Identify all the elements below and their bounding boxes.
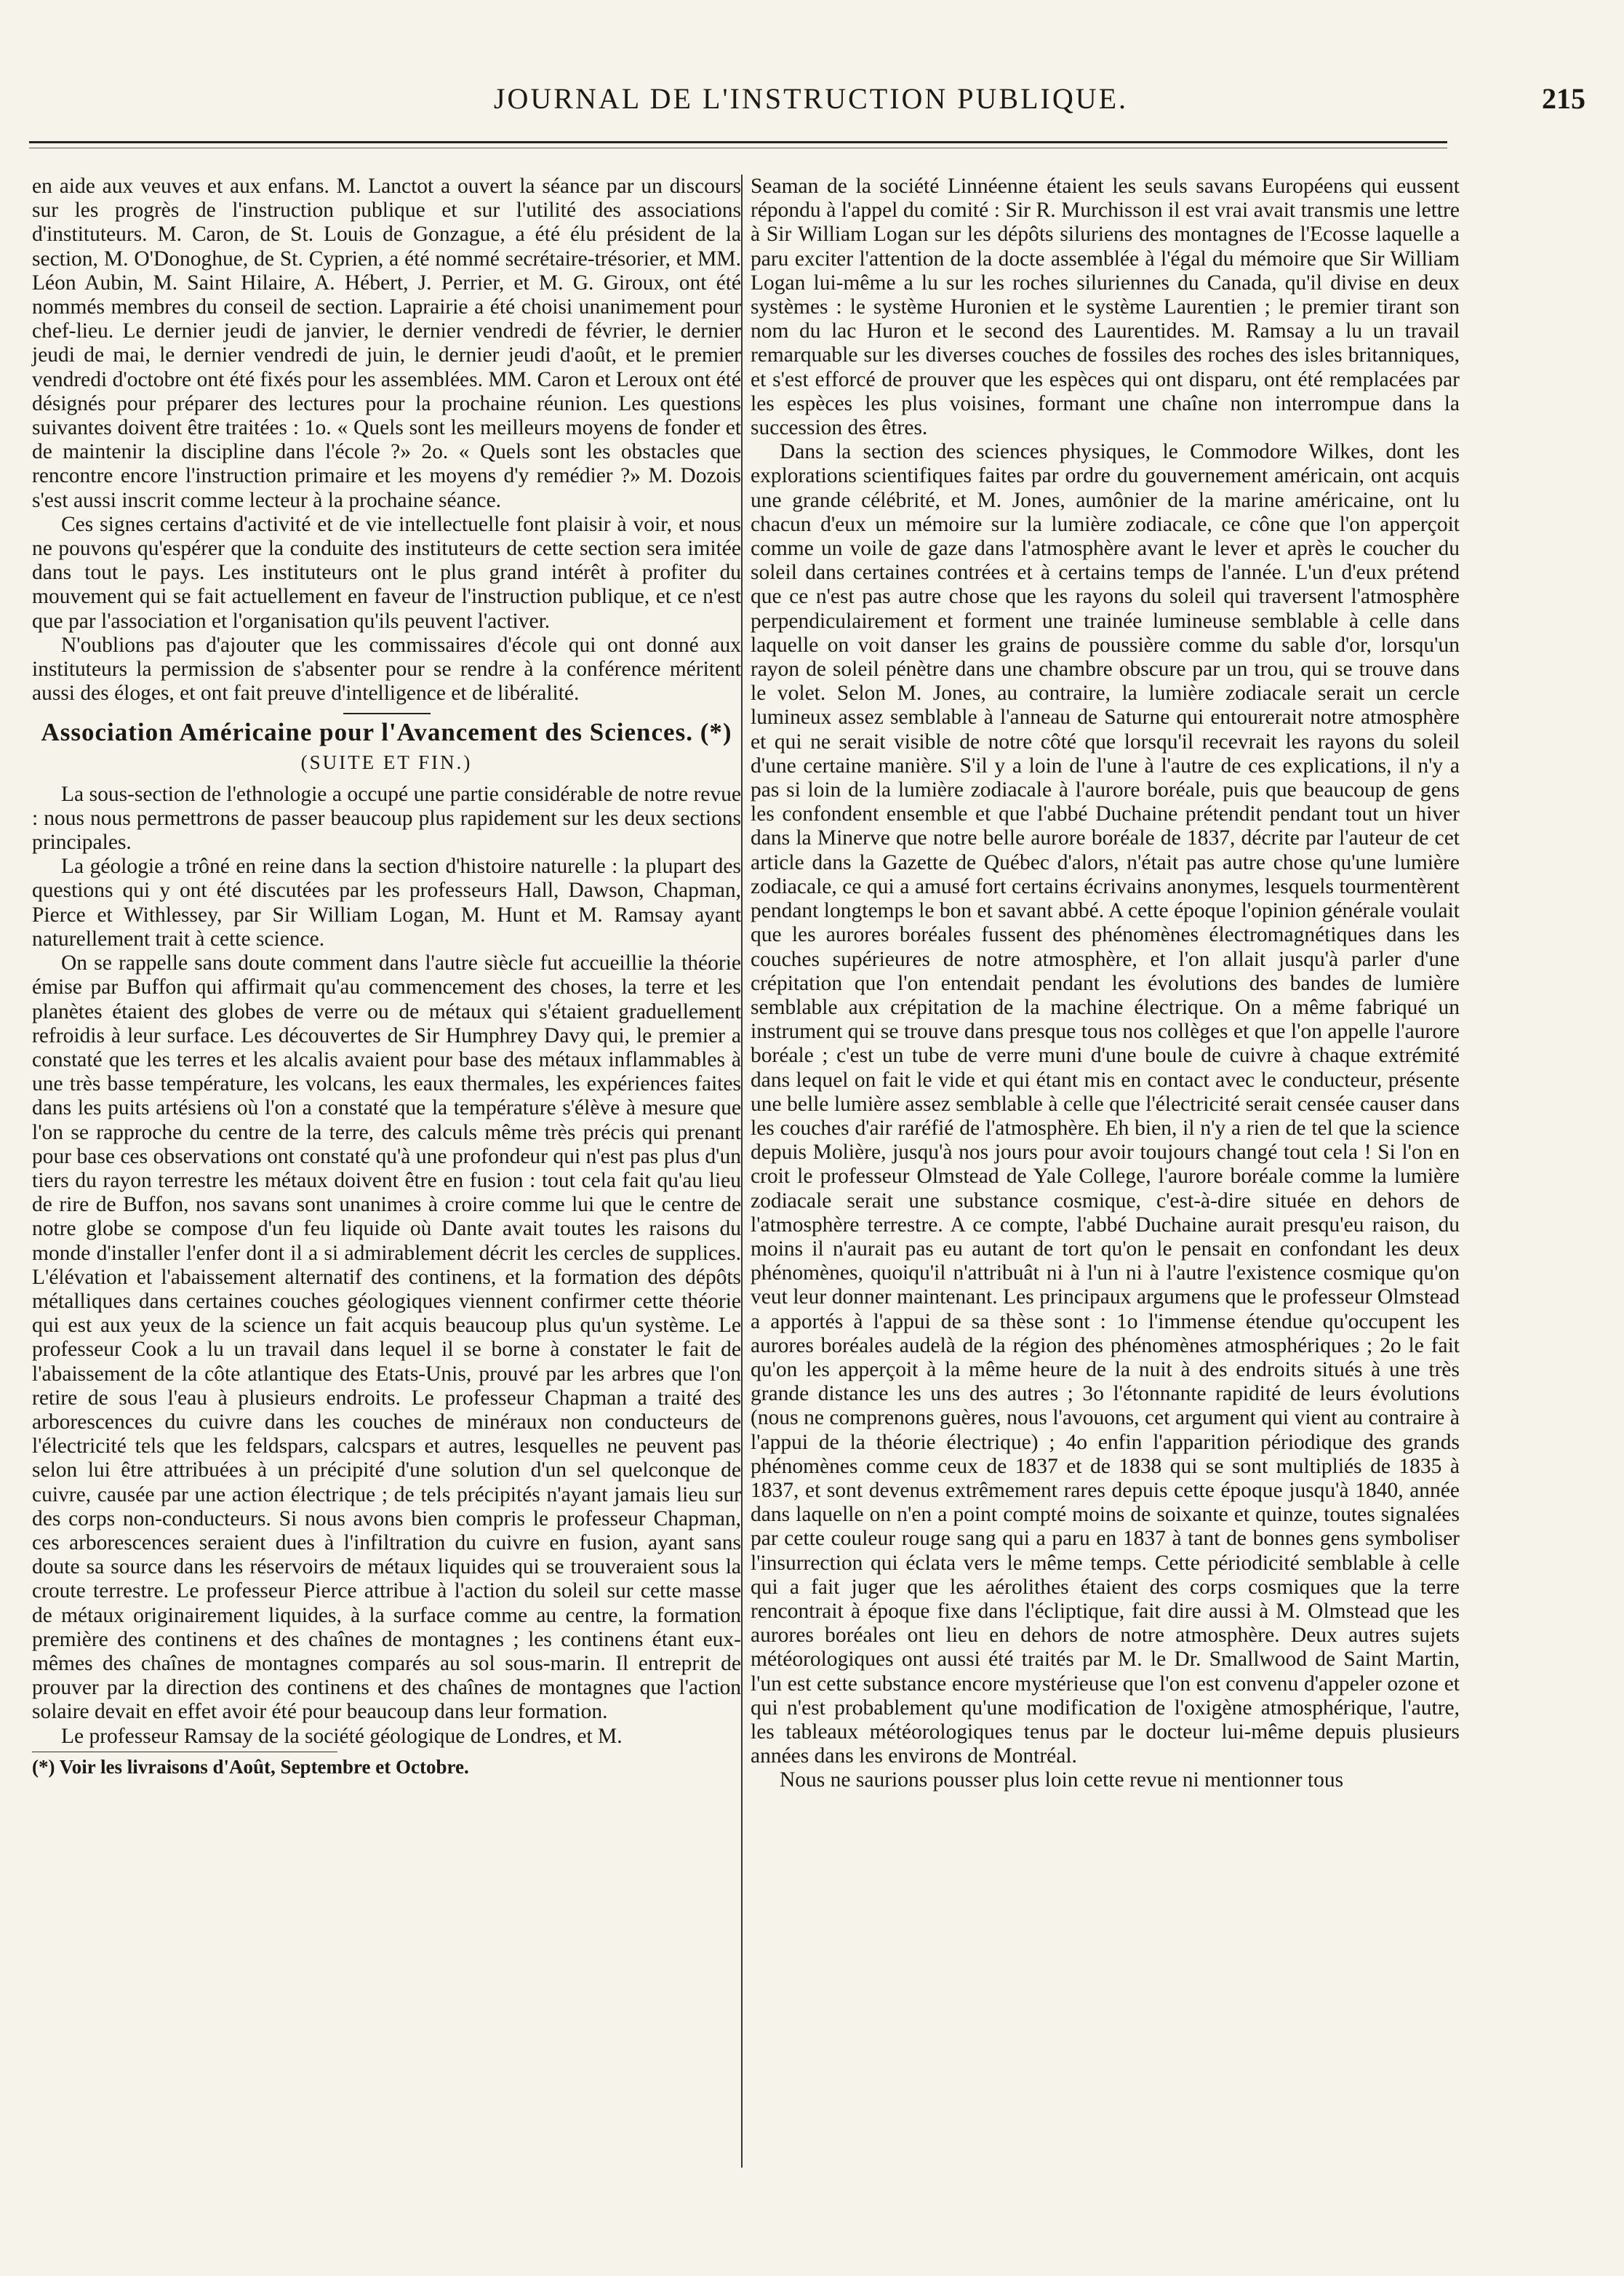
paragraph: N'oublions pas d'ajouter que les commissaires d'école qui ont donné aux instituteurs la permission de s'absenter pour se rendre à la conférence méritent aussi des éloges, et ont fait preuve d'intelligence et de libéralité. — [32, 633, 741, 706]
page-number: 215 — [1542, 82, 1585, 115]
left-column — [32, 175, 741, 1778]
article-subtitle: (SUITE ET FIN.) — [300, 751, 473, 774]
paragraph: Ces signes certains d'activité et de vie intellectuelle font plaisir à voir, et nous ne pouvons qu'espérer que la conduite des instituteurs de cette section sera imitée dans tout le pays. Les instituteurs ont le plus grand intérêt à profiter du mouvement qui se fait actuellement en faveur de l'instruction publique, et ce n'est que par l'association et l'organisation qu'ils peuvent l'activer. — [32, 512, 741, 633]
header-rule — [29, 141, 1447, 143]
paragraph: Le professeur Ramsay de la société géologique de Londres, et M. — [61, 1724, 623, 1748]
column-divider — [741, 175, 743, 2168]
paragraph: Seaman de la société Linnéenne étaient les seuls savans Européens qui eussent répondu à l'appel du comité : Sir R. Murchisson il est vrai avait transmis une lettre à Sir William Logan sur les dépôts siluriens des montagnes de l'Ecosse laquelle a paru exciter l'attention de la docte assemblée à l'égal du mémoire que Sir William Logan lui-même a lu sur les roches siluriennes du Canada, qu'il divise en deux systèmes : le système Huronien et le système Laurentien ; le premier tirant son nom du lac Huron et le second des Laurentides. M. Ramsay a lu un travail remarquable sur les diverses couches de fossiles des roches des isles britanniques, et s'est efforcé de prouver que les espèces qui ont disparu, ont été remplacées par les espèces les plus voisines, formant une chaîne non interrompue dans la succession des êtres. — [751, 175, 1460, 440]
footnote: (*) Voir les livraisons d'Août, Septembre et Octobre. — [32, 1755, 469, 1778]
section-divider — [343, 713, 431, 714]
journal-title: JOURNAL DE L'INSTRUCTION PUBLIQUE. — [493, 82, 1129, 115]
right-column — [751, 175, 1460, 1793]
paragraph: La sous-section de l'ethnologie a occupé une partie considérable de notre revue : nous nous permettrons de passer beaucoup plus rapidement sur les deux sections principales. — [32, 782, 741, 855]
running-header — [29, 81, 1593, 125]
paragraph: On se rappelle sans doute comment dans l'autre siècle fut accueillie la théorie émise par Buffon qui affirmait qu'au commencement des choses, la terre et les planètes étaient des globes de verre ou de métaux qui s'étaient graduellement refroidis à leur surface. Les découvertes de Sir Humphrey Davy qui, le premier a constaté que les terres et les alcalis avaient pour base des métaux inflammables à une très basse température, les volcans, les eaux thermales, les expériences faites dans les puits artésiens où l'on a constaté que la température s'élève à mesure que l'on se rapproche du centre de la terre, des calculs même très précis qui prenant pour base ces observations ont constaté qu'à une profondeur qui n'est pas plus d'un tiers du rayon terrestre les métaux doivent être en fusion : tout cela fait qu'au lieu de rire de Buffon, nos savans sont unanimes à croire comme lui que le centre de notre globe se compose d'un feu liquide où Dante avait toutes les raisons du monde d'installer l'enfer dont il a si admirablement décrit les cercles de supplices. L'élévation et l'abaissement alternatif des continens, et la formation des dépôts métalliques dans certaines couches géologiques viennent confirmer cette théorie qui est aux yeux de la science un fait acquis beaucoup plus qu'un système. Le professeur Cook a lu un travail dans lequel il se borne à constater le fait de l'abaissement de la côte atlantique des Etats-Unis, prouvé par les arbres que l'on retire de sous l'eau à plusieurs endroits. Le professeur Chapman a traité des arborescences du cuivre dans les couches de minéraux non conducteurs de l'électricité tels que les feldspars, calcspars et autres, lesquelles ne peuvent pas selon lui être attribuées à un précipité d'une solution d'un sel quelconque de cuivre, causée par une action électrique ; de tels précipités n'ayant jamais lieu sur des corps non-conducteurs. Si nous avons bien compris le professeur Chapman, ces arborescences seraient dues à l'infiltration du cuivre en fusion, ayant sans doute sa source dans les réservoirs de métaux liquides qui se trouveraient sous la croute terrestre. Le professeur Pierce attribue à l'action du soleil sur cette masse de métaux originairement liquides, à la surface comme au centre, la formation première des continens et des chaînes de montagnes ; les continens étant eux-mêmes des chaînes de montagnes comparés au sol sous-marin. Il entreprit de prouver par la direction des continens et des chaînes de montagnes que l'action solaire devait en effet avoir été pour beaucoup dans leur formation. — [32, 951, 741, 1724]
paragraph: Nous ne saurions pousser plus loin cette revue ni mentionner tous — [780, 1768, 1344, 1792]
article-title: Association Américaine pour l'Avancement des Sciences. (*) — [41, 718, 732, 747]
paragraph: La géologie a trôné en reine dans la section d'histoire naturelle : la plupart des questions qui y ont été discutées par les professeurs Hall, Dawson, Chapman, Pierce et Withlessey, par Sir William Logan, M. Hunt et M. Ramsay ayant naturellement trait à cette science. — [32, 855, 741, 951]
paragraph: Dans la section des sciences physiques, le Commodore Wilkes, dont les explorations scientifiques faites par ordre du gouvernement américain, ont acquis une grande célébrité, et M. Jones, aumônier de la marine américaine, ont lu chacun d'eux un mémoire sur la lumière zodiacale, ce cône que l'on apperçoit comme un voile de gaze dans l'atmosphère avant le lever et après le coucher du soleil dans certaines contrées et à certains temps de l'année. L'un d'eux prétend que ce n'est pas autre chose que les rayons du soleil qui traversent l'atmosphère perpendiculairement et forment une trainée lumineuse semblable à celle dans laquelle on voit danser les grains de poussière comme du sable d'or, lorsqu'un rayon de soleil pénètre dans une chambre obscure par un trou, qui se trouve dans le volet. Selon M. Jones, au contraire, la lumière zodiacale serait un cercle lumineux assez semblable à l'anneau de Saturne qui entourerait notre atmosphère et qui ne serait visible de notre côté que lorsqu'il recevrait les rayons du soleil d'une certaine manière. S'il y a loin de l'une à l'autre de ces explications, il n'y a pas si loin de la lumière zodiacale à l'aurore boréale, puis que beaucoup de gens les confondent ensemble et que l'abbé Duchaine prétendit pendant tout un hiver dans la Minerve que notre belle aurore boréale de 1837, décrite par l'auteur de cet article dans la Gazette de Québec d'alors, n'était pas autre chose qu'une lumière zodiacale, ce qui a amusé fort certains écrivains anonymes, lesquels tourmentèrent pendant longtemps le bon et savant abbé. A cette époque l'opinion générale voulait que les aurores boréales fussent des phénomènes électromagnétiques dans les couches supérieures de notre atmosphère, et l'on allait jusqu'à parler d'une crépitation que l'on entendait pendant les évolutions des bandes de lumière semblable aux crépitation de la machine électrique. On a même fabriqué un instrument qui se trouve dans presque tous nos collèges et que l'on appelle l'aurore boréale ; c'est un tube de verre muni d'une boule de cuivre à chaque extrémité dans lequel on fait le vide et qui étant mis en contact avec le conducteur, présente une belle lumière assez semblable à celle que l'électricité serait censée causer dans les couches d'air raréfié de l'atmosphère. Eh bien, il n'y a rien de tel que la science depuis Molière, jusqu'à nos jours pour avoir toujours changé tout cela ! Si l'on en croit le professeur Olmstead de Yale College, l'aurore boréale comme la lumière zodiacale serait une substance cosmique, c'est-à-dire située en dehors de l'atmosphère terrestre. A ce compte, l'abbé Duchaine aurait presqu'eu raison, du moins il n'aurait pas eu autant de tort qu'on le pensait en confondant les deux phénomènes, quoiqu'il n'attribuât ni à l'un ni à l'autre l'existence cosmique qu'on veut leur donner maintenant. Les principaux argumens que le professeur Olmstead a apportés à l'appui de sa thèse sont : 1o l'immense étendue qu'occupent les aurores boréales audelà de la région des phénomènes atmosphériques ; 2o le fait qu'on les apperçoit à la même heure de la nuit à des endroits situés à une très grande distance les uns des autres ; 3o l'étonnante rapidité de leurs évolutions (nous ne comprenons guères, nous l'avouons, cet argument qui vient au contraire à l'appui de la théorie électrique) ; 4o enfin l'apparition périodique des grands phénomènes comme ceux de 1837 et de 1838 qui se sont multipliés de 1835 à 1837, et sont devenus extrêmement rares depuis cette époque jusqu'à 1840, année dans laquelle on n'en a point compté moins de soixante et quinze, toutes signalées par cette couleur rouge sang qui a paru en 1837 à tant de bonnes gens symboliser l'insurrection qui éclata vers le même temps. Cette périodicité semblable à celle qui a fait juger que les aérolithes étaient des corps cosmiques que la terre rencontrait à époque fixe dans l'écliptique, fait dire aussi à M. Olmstead que les aurores boréales ont lieu en dehors de notre atmosphère. Deux autres sujets météorologiques ont aussi été traités par M. le Dr. Smallwood de Saint Martin, l'un est cette substance encore mystérieuse que l'on est convenu d'appeler ozone et qui n'est probablement qu'une modification de l'oxigène atmosphérique, l'autre, les tableaux météorologiques tenus par le docteur lui-même depuis plusieurs années dans les environs de Montréal. — [751, 440, 1460, 1768]
paragraph: en aide aux veuves et aux enfans. M. Lanctot a ouvert la séance par un discours sur les progrès de l'instruction publique et sur l'utilité des associations d'instituteurs. M. Caron, de St. Louis de Gonzague, a été élu président de la section, M. O'Donoghue, de St. Cyprien, a été nommé secrétaire-trésorier, et MM. Léon Aubin, M. Saint Hilaire, A. Hébert, J. Perrier, et M. G. Giroux, ont été nommés membres du conseil de section. Laprairie a été choisi unanimement pour chef-lieu. Le dernier jeudi de janvier, le dernier vendredi de février, le dernier jeudi de mai, le dernier vendredi de juin, le dernier jeudi d'août, et le premier vendredi d'octobre ont été fixés pour les assemblées. MM. Caron et Leroux ont été désignés pour préparer des lectures pour la prochaine réunion. Les questions suivantes doivent être traitées : 1o. « Quels sont les meilleurs moyens de fonder et de maintenir la discipline dans l'école ?» 2o. « Quels sont les obstacles que rencontre encore l'instruction primaire et les moyens d'y remédier ?» M. Dozois s'est aussi inscrit comme lecteur à la prochaine séance. — [32, 175, 741, 512]
